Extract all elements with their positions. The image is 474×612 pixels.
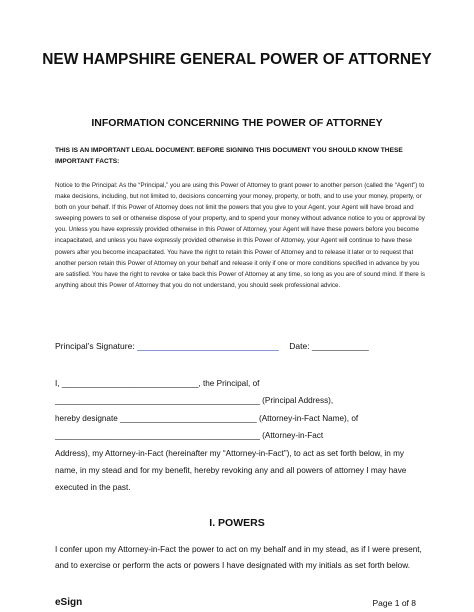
esign-logo: eSign [55,597,83,608]
document-title: NEW HAMPSHIRE GENERAL POWER OF ATTORNEY [42,51,432,68]
appointment-text: Address), my Attorney-in-Fact (hereinafter my “Attorney-in-Fact”), to act as set forth below, in my name, in my stead and for my benefit, hereby revoking any and all powers of attorney I may have executed in the past. [55,448,407,493]
section-title-powers: I. POWERS [209,517,265,529]
attorney-address-line[interactable]: _____________________________________________ (Attorney-in-Fact [55,431,324,441]
date-field[interactable]: ____________ [311,341,369,351]
signature-line [55,341,435,351]
information-heading: INFORMATION CONCERNING THE POWER OF ATTORNEY [91,117,383,129]
notice-paragraph: Notice to the Principal: As the “Principal,” you are using this Power of Attorney to grant power to another person (called the “Agent”) to make decisions, including, but not limited to, decisions concerning your money, property, or both, and to use your money, property, or both on your behalf. If this Power of Attorney does not limit the powers that you give to your Agent, your Agent will have broad and sweeping powers to sell or otherwise dispose of your property, and to spend your money without advance notice to you or approval by you. Unless you have expressly provided otherwise in this Power of Attorney, your Agent will have these powers before you become incapacitated, and unless you have expressly provided otherwise in this Power of Attorney, your Agent will continue to have these powers after you become incapacitated. You have the right to retain this Power of Attorney and to release it later or to request that another person retain this Power of Attorney on your behalf and release it only if one or more conditions specified in advance by you are satisfied. You have the right to revoke or take back this Power of Attorney at any time, so long as you are of sound mind. If there is anything about this Power of Attorney that you do not understand, you should seek professional advice. [55,182,425,289]
principal-address-line[interactable]: _____________________________________________ (Principal Address), [55,396,334,406]
important-notice: THIS IS AN IMPORTANT LEGAL DOCUMENT. BEFORE SIGNING THIS DOCUMENT YOU SHOULD KNOW THESE IMPORTANT FACTS: [55,147,403,165]
principal-name-line[interactable]: I, ______________________________, the Principal, of [55,379,260,388]
appointment-paragraph [55,375,427,497]
date-label: Date: [289,341,310,351]
attorney-name-line[interactable]: hereby designate ______________________________ (Attorney-in-Fact Name), of [55,413,359,423]
signature-field[interactable]: ______________________________ [137,341,279,351]
powers-paragraph: I confer upon my Attorney-in-Fact the power to act on my behalf and in my stead, as if I were present, and to exercise or perform the acts or powers I have designated with my initials as set forth below. [55,545,422,570]
page-number: Page 1 of 8 [372,598,416,608]
signature-label: Principal’s Signature: [55,341,135,351]
